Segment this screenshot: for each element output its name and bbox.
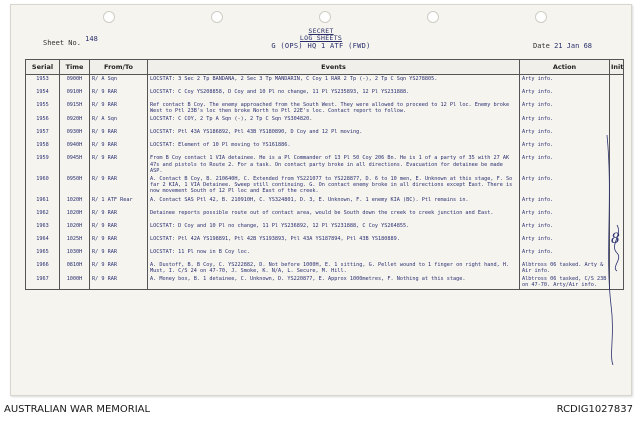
log-row	[26, 115, 624, 128]
log-row	[26, 196, 624, 209]
log-row	[26, 261, 624, 275]
log-table	[25, 59, 624, 290]
fromto-cell: R/ 9 RAR	[90, 88, 148, 101]
event-cell: Detainee reports possible route out of contact area, would be South down the creek to creek junction and East.	[148, 209, 520, 222]
action-cell: Arty info.	[520, 175, 610, 196]
action-cell: Albtross 06 tasked. Arty & Air info.	[520, 261, 610, 275]
col-init: Init	[610, 60, 624, 75]
log-title: LOG SHEETS	[299, 34, 343, 42]
event-cell: LOCSTAT: Ptl 43A YS186892, Ptl 43B YS180890, D Coy and 12 Pl moving.	[148, 128, 520, 141]
col-events: Events	[148, 60, 520, 75]
time-cell: 1020H	[60, 222, 90, 235]
col-fromto: From/To	[90, 60, 148, 75]
time-cell: 0900H	[60, 75, 90, 89]
date-label: Date	[533, 42, 550, 50]
action-cell: Arty info.	[520, 115, 610, 128]
col-action: Action	[520, 60, 610, 75]
event-cell: From B Coy contact 1 VIA detainee. He is a Pl Commander of 13 Pl 50 Coy 206 Bn. He is 1 of a party of 35 with 27 AK 47s and pistols to Route 2. For a task. On contact party broke in all directions. Evacuation for detainee be made ASP.	[148, 154, 520, 175]
time-cell: 0940H	[60, 141, 90, 154]
time-cell: 1020H	[60, 209, 90, 222]
action-cell: Arty info.	[520, 235, 610, 248]
col-time: Time	[60, 60, 90, 75]
event-cell: Ref contact B Coy. The enemy approached from the South West. They were allowed to proceed to 12 Pl loc. Enemy broke West to Ptl 23B's loc then broke North to Ptl 22E's loc. Contact report to follow.	[148, 101, 520, 115]
serial-cell: 1953	[26, 75, 60, 89]
handwritten-mark	[603, 135, 625, 365]
fromto-cell: R/ A Sqn	[90, 75, 148, 89]
event-cell: LOCSTAT: C Coy YS208858, D Coy and 10 Pl no change, 11 Pl YS235893, 12 Pl YS231888.	[148, 88, 520, 101]
init-cell	[610, 88, 624, 101]
event-cell: LOCSTAT: 3 Sec 2 Tp BANDANA, 2 Sec 3 Tp MANDARIN, C Coy 1 RAR 2 Tp (-), 2 Tp C Sqn YS278805.	[148, 75, 520, 89]
event-cell: A. Contact B Coy, B. 210640H, C. Extended from YS221077 to YS228877, D. 6 to 10 men, E. Unknown at this stage, F. So far 2 KIA, 1 VIA Detainee. Sweep still continuing. G. On contact enemy broke in all directions except East. There is now movement South of 12 Pl loc and East of the creek.	[148, 175, 520, 196]
time-cell: 0810H	[60, 261, 90, 275]
serial-cell: 1960	[26, 175, 60, 196]
log-row	[26, 175, 624, 196]
serial-cell: 1959	[26, 154, 60, 175]
handwritten-annotation: 8	[611, 231, 620, 247]
time-cell: 0930H	[60, 128, 90, 141]
log-row	[26, 209, 624, 222]
footer-left: AUSTRALIAN WAR MEMORIAL	[4, 404, 151, 415]
log-row	[26, 248, 624, 261]
date-value: 21 Jan 68	[554, 42, 593, 50]
event-cell: LOCSTAT: Element of 10 Pl moving to YS161886.	[148, 141, 520, 154]
fromto-cell: R/ 9 RAR	[90, 175, 148, 196]
time-cell: 1025H	[60, 235, 90, 248]
fromto-cell: R/ 9 RAR	[90, 235, 148, 248]
fromto-cell: R/ 9 RAR	[90, 209, 148, 222]
action-cell: Arty info.	[520, 248, 610, 261]
fromto-cell: R/ 9 RAR	[90, 275, 148, 290]
action-cell: Arty info.	[520, 141, 610, 154]
action-cell: Arty info.	[520, 196, 610, 209]
log-row	[26, 222, 624, 235]
serial-cell: 1962	[26, 209, 60, 222]
punch-holes	[11, 11, 631, 23]
date-field	[533, 42, 592, 50]
punch-hole	[427, 11, 439, 23]
classification: SECRET	[308, 27, 334, 35]
col-serial: Serial	[26, 60, 60, 75]
serial-cell: 1965	[26, 248, 60, 261]
event-cell: LOCSTAT: D Coy and 10 Pl no change, 11 Pl YS236892, 12 Pl YS231888, C Coy YS264855.	[148, 222, 520, 235]
serial-cell: 1964	[26, 235, 60, 248]
event-cell: A. Contact SAS Ptl 42, B. 210910H, C. YS324801, D. 3, E. Unknown, F. 1 enemy KIA (BC). Ptl remains in.	[148, 196, 520, 209]
fromto-cell: R/ 1 ATF Rear	[90, 196, 148, 209]
log-sheet	[10, 4, 632, 396]
punch-hole	[319, 11, 331, 23]
serial-cell: 1967	[26, 275, 60, 290]
fromto-cell: R/ 9 RAR	[90, 141, 148, 154]
fromto-cell: R/ 9 RAR	[90, 261, 148, 275]
log-row	[26, 101, 624, 115]
time-cell: 0920H	[60, 115, 90, 128]
serial-cell: 1955	[26, 101, 60, 115]
action-cell: Arty info.	[520, 222, 610, 235]
event-cell: A. Money box, B. 1 detainee, C. Unknown, D. YS220877, E. Approx 1000metres, F. Nothing at this stage.	[148, 275, 520, 290]
punch-hole	[535, 11, 547, 23]
serial-cell: 1961	[26, 196, 60, 209]
action-cell: Arty info.	[520, 88, 610, 101]
log-row	[26, 141, 624, 154]
footer-right: RCDIG1027837	[556, 404, 633, 415]
time-cell: 0945H	[60, 154, 90, 175]
event-cell: LOCSTAT: C COY, 2 Tp A Sqn (-), 2 Tp C Sqn YS304820.	[148, 115, 520, 128]
log-row	[26, 235, 624, 248]
unit-title: G (OPS) HQ 1 ATF (FWD)	[271, 42, 371, 50]
action-cell: Albtross 06 tasked, C/S 23B on 47-70. Arty/Air info.	[520, 275, 610, 290]
action-cell: Arty info.	[520, 154, 610, 175]
serial-cell: 1963	[26, 222, 60, 235]
fromto-cell: R/ A Sqn	[90, 115, 148, 128]
action-cell: Arty info.	[520, 209, 610, 222]
serial-cell: 1956	[26, 115, 60, 128]
init-cell	[610, 75, 624, 89]
punch-hole	[103, 11, 115, 23]
serial-cell: 1957	[26, 128, 60, 141]
time-cell: 1000H	[60, 275, 90, 290]
event-cell: A. Dustoff, B. B Coy, C. YS222882, D. Not before 1000H, E. 1 sitting, G. Pellet wound to 1 finger on right hand, H. Must, I. C/S 24 on 47-70, J. Smoke, K. N/A, L. Secure, M. Hill.	[148, 261, 520, 275]
serial-cell: 1954	[26, 88, 60, 101]
sheet-number-value: 148	[85, 35, 98, 43]
log-row	[26, 154, 624, 175]
init-cell	[610, 115, 624, 128]
fromto-cell: R/ 9 RAR	[90, 154, 148, 175]
fromto-cell: R/ 9 RAR	[90, 101, 148, 115]
time-cell: 1030H	[60, 248, 90, 261]
event-cell: LOCSTAT: Ptl 42A YS198891, Ptl 42B YS193893, Ptl 43A YS187894, Ptl 43B YS180889.	[148, 235, 520, 248]
time-cell: 0950H	[60, 175, 90, 196]
fromto-cell: R/ 9 RAR	[90, 248, 148, 261]
fromto-cell: R/ 9 RAR	[90, 222, 148, 235]
action-cell: Arty info.	[520, 128, 610, 141]
time-cell: 0915H	[60, 101, 90, 115]
punch-hole	[211, 11, 223, 23]
sheet-label: Sheet No.	[43, 39, 81, 47]
action-cell: Arty info.	[520, 101, 610, 115]
log-row	[26, 128, 624, 141]
event-cell: LOCSTAT: 11 Pl now in B Coy loc.	[148, 248, 520, 261]
fromto-cell: R/ 9 RAR	[90, 128, 148, 141]
time-cell: 1020H	[60, 196, 90, 209]
log-row	[26, 275, 624, 290]
time-cell: 0910H	[60, 88, 90, 101]
serial-cell: 1958	[26, 141, 60, 154]
log-row	[26, 75, 624, 89]
init-cell	[610, 101, 624, 115]
log-row	[26, 88, 624, 101]
action-cell: Arty info.	[520, 75, 610, 89]
serial-cell: 1966	[26, 261, 60, 275]
